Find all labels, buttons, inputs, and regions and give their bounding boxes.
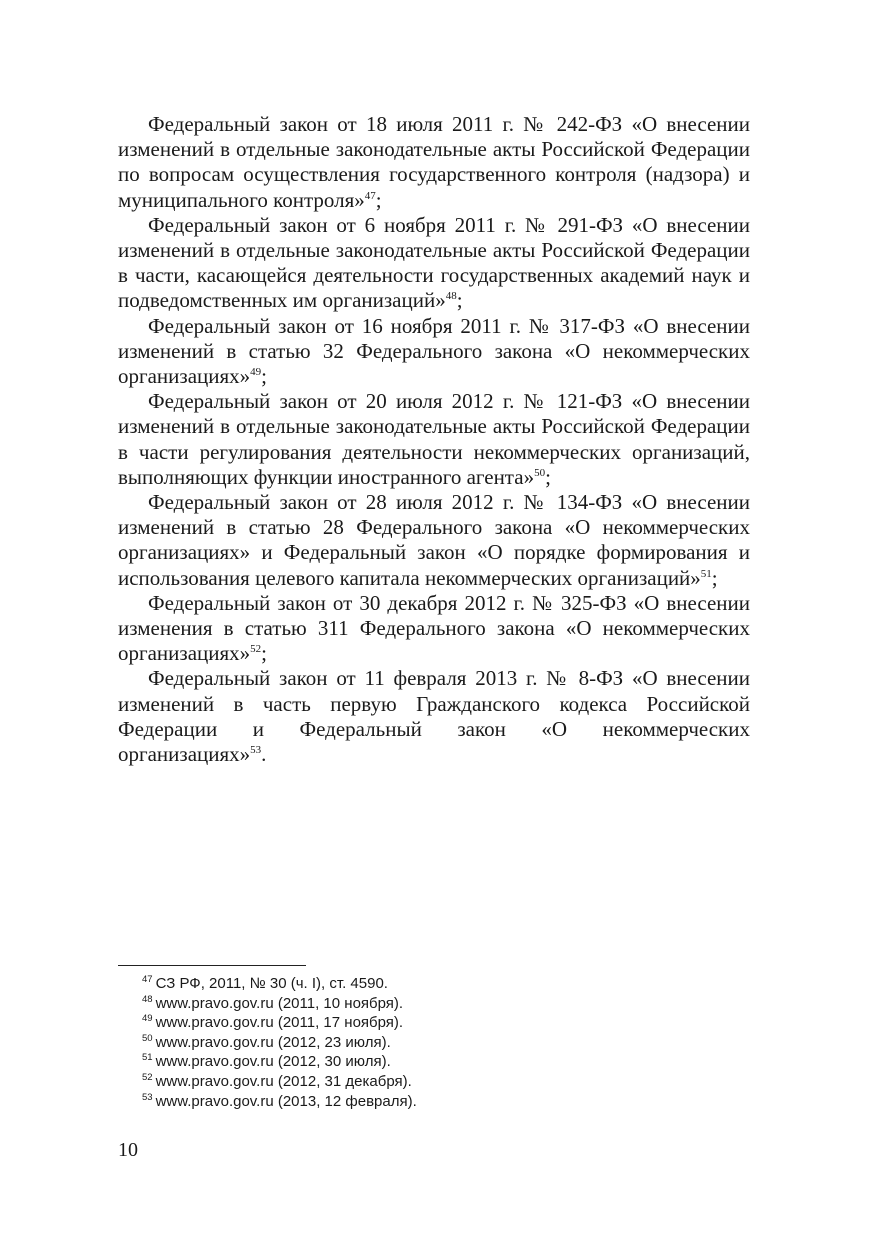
footnote-separator xyxy=(118,965,306,966)
footnote-reference[interactable]: 49 xyxy=(250,366,262,379)
footnote-text: www.pravo.gov.ru (2012, 31 декабря). xyxy=(155,1072,412,1090)
footnote xyxy=(142,1033,702,1053)
footnote-text: www.pravo.gov.ru (2011, 17 ноября). xyxy=(155,1014,404,1032)
footnote-reference[interactable]: 51 xyxy=(700,567,712,580)
footnote-text: www.pravo.gov.ru (2012, 30 июля). xyxy=(155,1053,391,1071)
page-number: 10 xyxy=(118,1139,138,1161)
law-paragraph: Федеральный закон от 30 декабря 2012 г. № 325-ФЗ «О внесении изменения в статью 311 Федерального закона «О некоммерческих организациях»$^{52}$; xyxy=(118,590,750,666)
law-paragraph: Федеральный закон от 28 июля 2012 г. № 134-ФЗ «О внесении изменений в статью 28 Федерального закона «О некоммерческих организациях» и Федеральный закон «О порядке формирования и использования целевого капитала некоммерческих организаций»$^{51}$; xyxy=(118,490,750,590)
law-paragraph: Федеральный закон от 20 июля 2012 г. № 121-ФЗ «О внесении изменений в отдельные законодательные акты Российской Федерации в части регулирования деятельности некоммерческих организаций, выполняющих функции иностранного агента»$^{50}$; xyxy=(118,389,750,489)
footnotes xyxy=(142,974,702,1111)
footnote-text: СЗ РФ, 2011, № 30 (ч. I), ст. 4590. xyxy=(155,975,388,992)
footnote-reference[interactable]: 48 xyxy=(445,290,457,303)
footnote-number: 51 xyxy=(142,1052,153,1064)
footnote xyxy=(142,974,702,994)
footnote-number: 48 xyxy=(142,993,153,1005)
footnote xyxy=(142,1013,702,1033)
law-paragraph: Федеральный закон от 18 июля 2011 г. № 242-ФЗ «О внесении изменений в отдельные законодательные акты Российской Федерации по вопросам осуществления государственного контроля (надзора) и муниципального контроля»$^{47}$; xyxy=(118,112,750,212)
footnote-reference[interactable]: 47 xyxy=(364,189,376,202)
footnote-number: 49 xyxy=(142,1013,153,1025)
footnote-number: 52 xyxy=(142,1071,153,1083)
footnote xyxy=(142,994,702,1014)
law-paragraph: Федеральный закон от 16 ноября 2011 г. № 317-ФЗ «О внесении изменений в статью 32 Федерального закона «О некоммерческих организациях»$^{49}$; xyxy=(118,313,750,389)
footnote-number: 50 xyxy=(142,1032,153,1044)
footnote xyxy=(142,1092,702,1112)
footnote-number: 53 xyxy=(142,1091,153,1103)
footnote-number: 47 xyxy=(142,974,153,985)
footnote-text: www.pravo.gov.ru (2011, 10 ноября). xyxy=(155,994,404,1012)
footnote-reference[interactable]: 52 xyxy=(250,643,262,656)
footnote-text: www.pravo.gov.ru (2012, 23 июля). xyxy=(155,1033,391,1051)
footnote xyxy=(142,1072,702,1092)
footnote-text: www.pravo.gov.ru (2013, 12 февраля). xyxy=(155,1092,417,1110)
main-text xyxy=(118,112,750,767)
footnote-reference[interactable]: 50 xyxy=(534,466,546,479)
law-paragraph: Федеральный закон от 11 февраля 2013 г. № 8-ФЗ «О внесении изменений в часть первую Гражданского кодекса Российской Федерации и Федеральный закон «О некоммерческих организациях»$^{53}$. xyxy=(118,666,750,767)
footnote-reference[interactable]: 53 xyxy=(250,744,262,757)
footnote xyxy=(142,1052,702,1072)
law-paragraph: Федеральный закон от 6 ноября 2011 г. № 291-ФЗ «О внесении изменений в отдельные законодательные акты Российской Федерации в части, касающейся деятельности государственных академий наук и подведомственных им организаций»$^{48}$; xyxy=(118,212,750,313)
